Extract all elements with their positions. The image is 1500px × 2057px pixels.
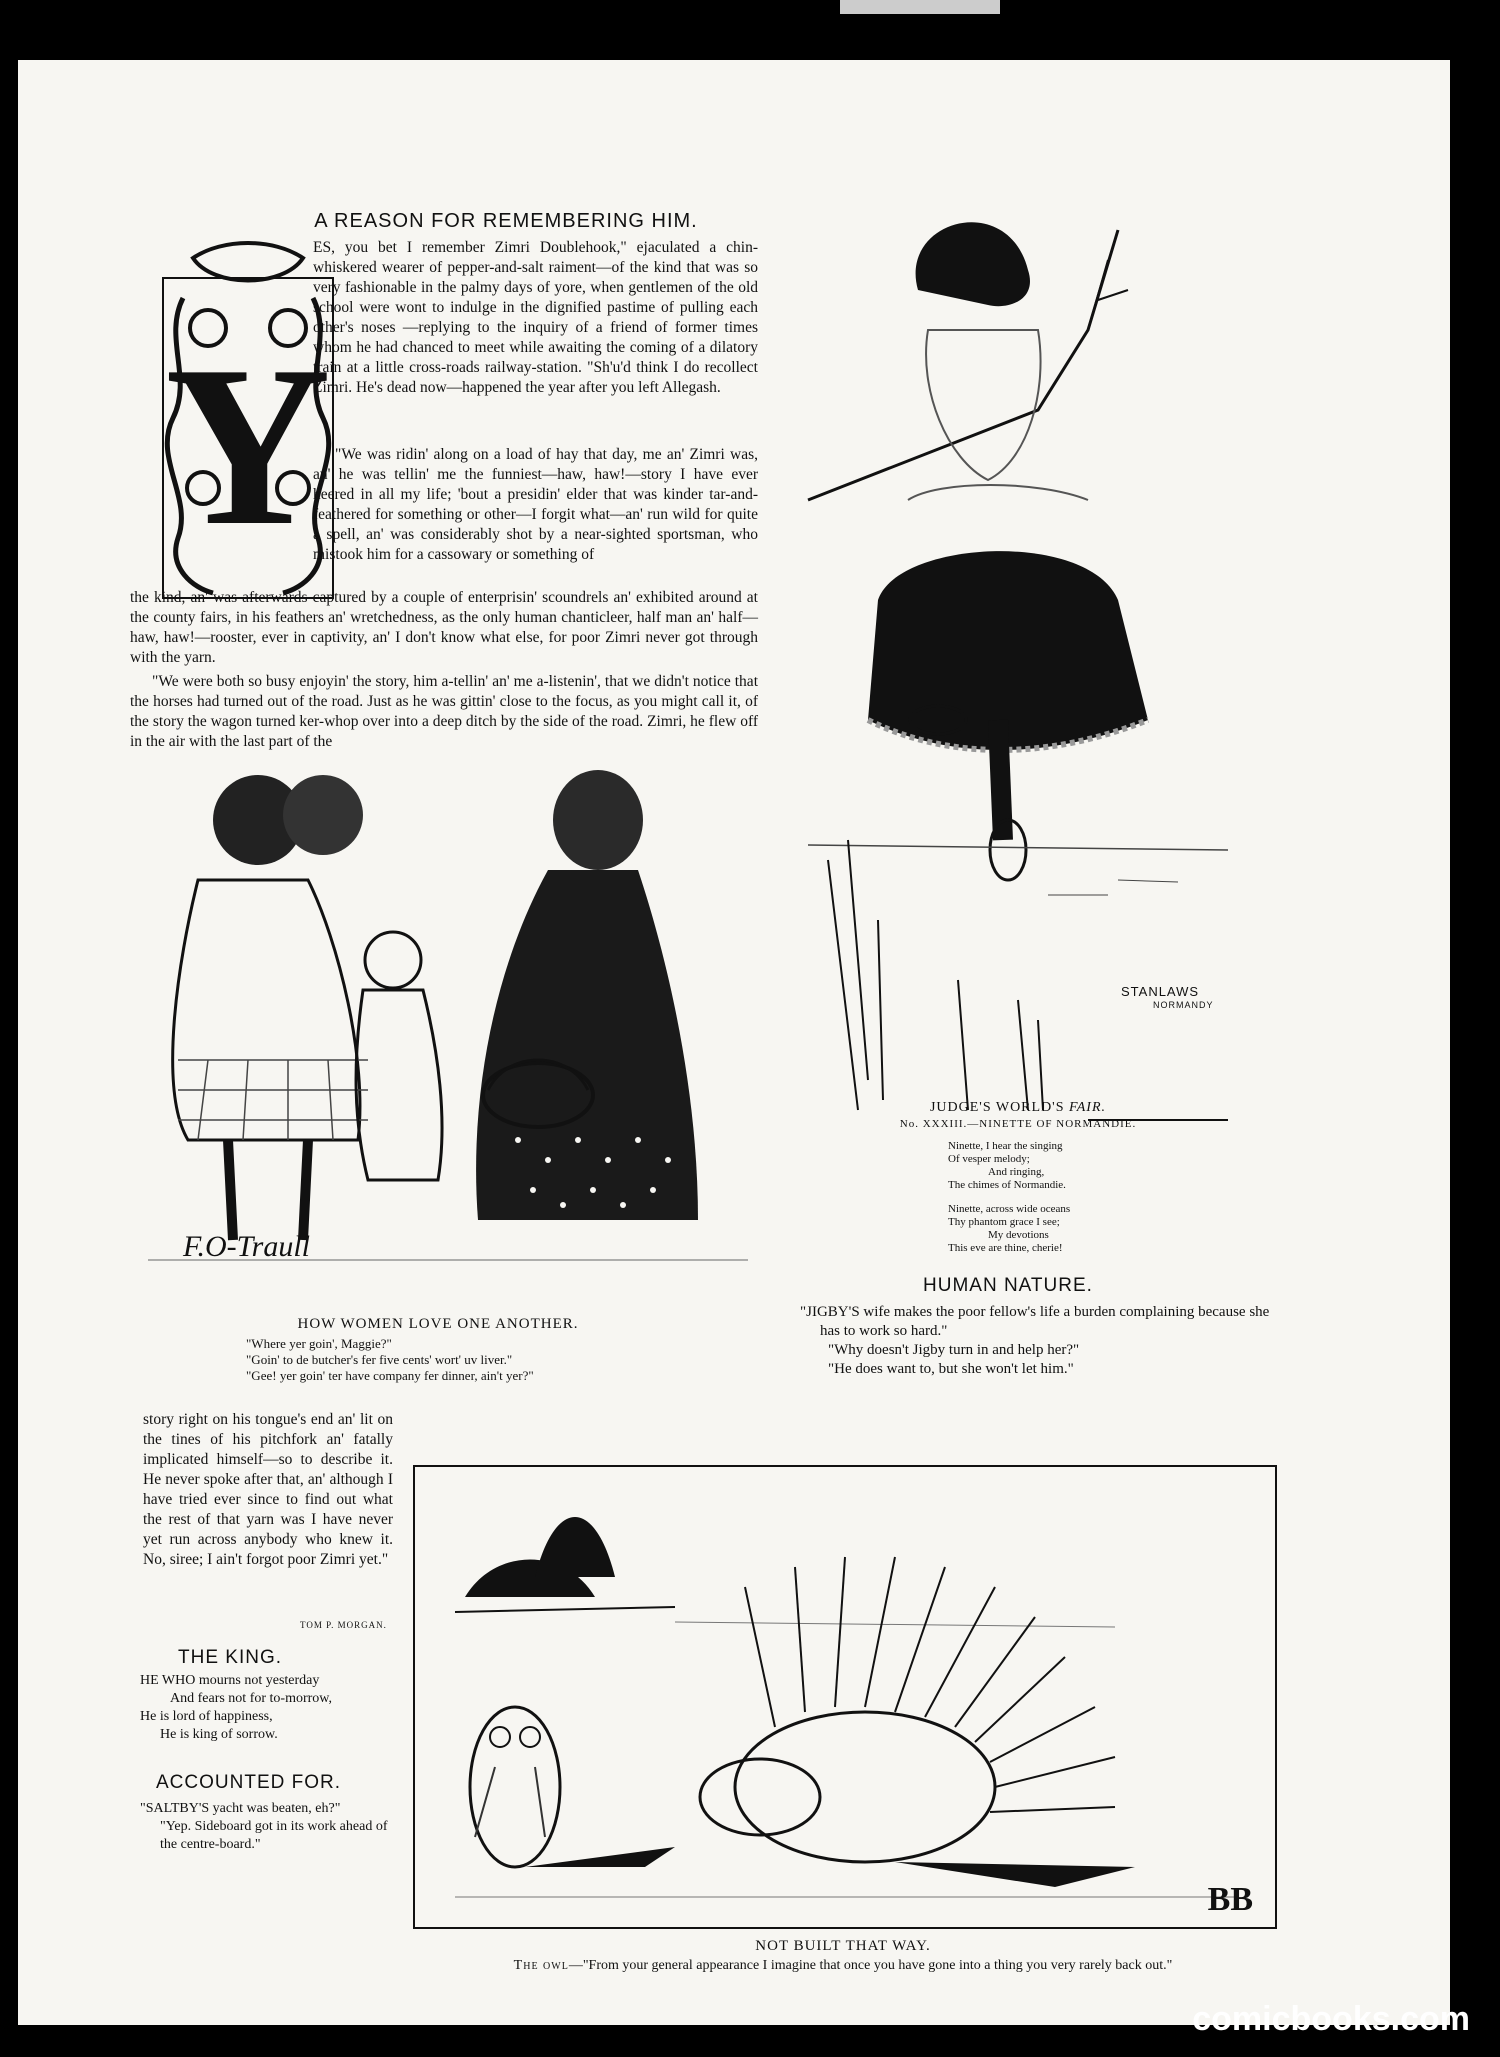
article-paragraph-2-continued: the kind, an' was afterwards captured by a couple of enterprisin' scoundrels an' exhibited around at the county fairs, in his feathers an' wretchedness, as the only human chanticleer, half man an' half—haw, haw!—rooster, ever in captivity, an' I don't know what else, for poor Zimri never got through with the yarn.: [130, 589, 758, 666]
verse-line: Of vesper melody;: [948, 1153, 1030, 1165]
porcupine-cartoon-frame: [413, 1465, 1277, 1929]
dialogue-line: "Where yer goin', Maggie?": [246, 1336, 392, 1351]
accounted-for-line-2: "Yep. Sideboard got in its work ahead of the centre-board.": [160, 1819, 388, 1852]
fair-title-main: JUDGE'S WORLD'S: [929, 1100, 1069, 1115]
article-title: A REASON FOR REMEMBERING HIM.: [314, 210, 698, 232]
verse-line: Ninette, I hear the singing: [948, 1140, 1063, 1152]
verse-line: Thy phantom grace I see;: [948, 1216, 1060, 1228]
the-king-poem: [140, 1672, 332, 1744]
site-watermark: comicbooks.com: [1192, 2000, 1470, 2038]
fair-subtitle: No. XXXIII.—NINETTE OF NORMANDIE.: [899, 1118, 1137, 1130]
dialogue-line: "Gee! yer goin' ter have company fer dinner, ain't yer?": [246, 1368, 534, 1383]
verse-line: The chimes of Normandie.: [948, 1179, 1066, 1191]
human-nature-line-1: "JIGBY'S wife makes the poor fellow's life a burden complaining because she has to work so hard.": [800, 1304, 1270, 1339]
verse-line: My devotions: [988, 1229, 1049, 1241]
caption-speaker: The owl: [513, 1958, 569, 1973]
women-cartoon-illustration: [138, 760, 758, 1280]
poem-line: He is king of sorrow.: [160, 1727, 278, 1742]
article-author: TOM P. MORGAN.: [300, 1620, 387, 1630]
fair-verse-2: [948, 1203, 1070, 1255]
fair-verse-1: [948, 1140, 1066, 1192]
human-nature-line-3: "He does want to, but she won't let him.": [828, 1361, 1074, 1377]
accounted-for-text: [140, 1800, 398, 1854]
poem-line: He is lord of happiness,: [140, 1709, 273, 1724]
women-cartoon-caption-title: [198, 1316, 678, 1333]
article-paragraph-1: ES, you bet I remember Zimri Doublehook," ejaculated a chin-whiskered wearer of pepper-and-salt raiment—of the kind that was so very fashionable in the palmy days of yore, when gentlemen of the old school were wont to indulge in the dignified pastime of pulling each other's noses —replying to the inquiry of a friend of former times whom he had chanced to meet while awaiting the coming of a dilatory train at a little cross-roads railway-station. "Sh'u'd think I do recollect Zimri. He's dead now—happened the year after you left Allegash.: [313, 239, 758, 396]
magazine-page: [18, 60, 1450, 2025]
women-cartoon-dialogue: [246, 1336, 534, 1384]
article-paragraph-2: "We was ridin' along on a load of hay that day, me an' Zimri was, an' he was tellin' me the funniest—haw, haw!—story I have ever heered in all my life; 'bout a presidin' elder that was kinder tar-and-feathered for something or other—I forgit what—an' run wild for quite a spell, an' was considerably shot by a near-sighted sportsman, who mistook him for a cassowary or something of: [313, 446, 758, 563]
accounted-for-line-1: "SALTBY'S yacht was beaten, eh?": [140, 1801, 341, 1816]
fair-title: [838, 1100, 1198, 1116]
porcupine-cartoon-caption: [398, 1958, 1288, 1974]
the-king-heading: THE KING.: [178, 1647, 283, 1668]
fair-title-italic: FAIR.: [1069, 1100, 1107, 1115]
human-nature-line-2: "Why doesn't Jigby turn in and help her?": [828, 1342, 1080, 1358]
verse-line: And ringing,: [988, 1166, 1045, 1178]
ninette-signature-name: STANLAWS: [1121, 984, 1200, 999]
verse-line: Ninette, across wide oceans: [948, 1203, 1071, 1215]
porcupine-title-text: NOT BUILT THAT WAY.: [755, 1938, 931, 1954]
porcupine-cartoon-signature: BB: [1207, 1881, 1253, 1918]
porcupine-cartoon-caption-title: [413, 1938, 1273, 1955]
verse-line: This eve are thine, cherie!: [948, 1242, 1063, 1254]
dialogue-line: "Goin' to de butcher's fer five cents' wort' uv liver.": [246, 1352, 513, 1367]
caption-text: —"From your general appearance I imagine that once you have gone into a thing you very rarely back out.": [568, 1958, 1173, 1973]
svg-text:Y: Y: [164, 318, 332, 573]
article-paragraph-3: "We were both so busy enjoyin' the story, him a-tellin' an' me a-listenin', that we didn't notice that the horses had turned out of the road. Just as he was gittin' close to the focus, as you might call it, of the story the wagon turned ker-whop over into a deep ditch by the side of the road. Zimri, he flew off in the air with the last part of the: [130, 673, 758, 750]
page-top-strip: [840, 0, 1000, 14]
women-cartoon-signature: F.O-Traull: [183, 1230, 310, 1263]
article-paragraph-4: story right on his tongue's end an' lit on the tines of his pitchfork an' fatally implicated himself—so to describe it. He never spoke after that, an' although I have tried ever since to find out what the rest of that yarn was I have never yet run across anybody who knew it. No, siree; I ain't forgot poor Zimri yet.": [143, 1411, 393, 1568]
human-nature-text: [800, 1303, 1275, 1379]
poem-line: And fears not for to-morrow,: [170, 1691, 332, 1706]
porcupine-cartoon-illustration: [415, 1467, 1275, 1927]
ninette-signature-place: NORMANDY: [1153, 1000, 1214, 1010]
human-nature-heading: HUMAN NATURE.: [923, 1275, 1093, 1296]
women-cartoon-title-text: HOW WOMEN LOVE ONE ANOTHER.: [297, 1316, 579, 1332]
accounted-for-heading: ACCOUNTED FOR.: [156, 1772, 341, 1793]
poem-line: HE WHO mourns not yesterday: [140, 1673, 320, 1688]
